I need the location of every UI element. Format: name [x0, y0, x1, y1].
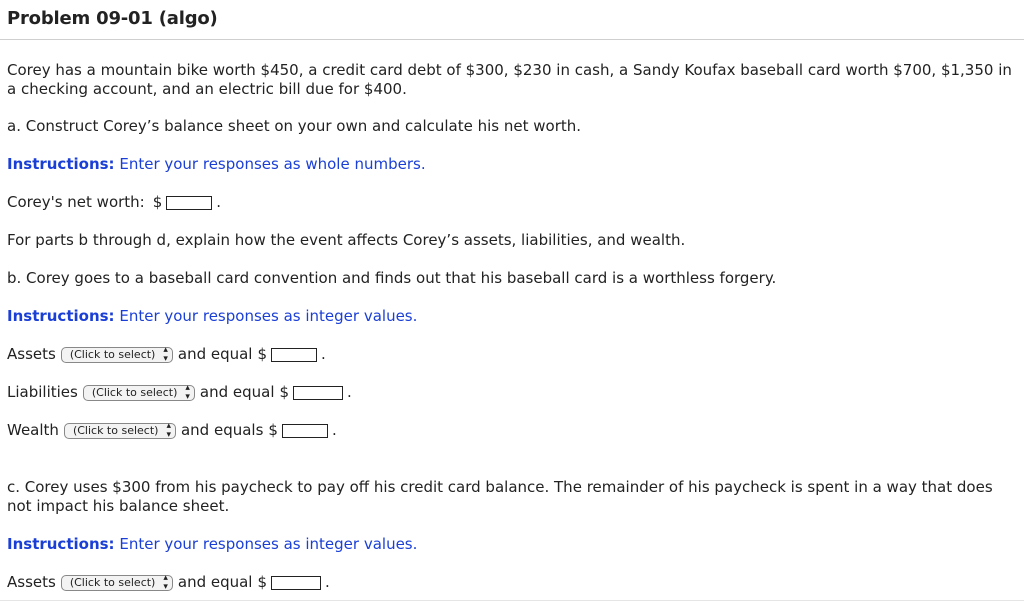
c-assets-select[interactable] — [61, 572, 173, 592]
and-equal-text: and equal — [199, 383, 275, 401]
instructions-text: Enter your responses as whole numbers. — [119, 155, 426, 173]
net-worth-row — [7, 193, 221, 212]
and-equal-text: and equal — [177, 573, 253, 591]
part-b-text: b. Corey goes to a baseball card convention and finds out that his baseball card is a worthless forgery. — [7, 269, 777, 287]
instructions-text: Enter your responses as integer values. — [119, 535, 418, 553]
b-liabilities-select[interactable] — [83, 382, 195, 402]
select-value: (Click to select) — [69, 576, 156, 589]
period: . — [321, 345, 326, 363]
c-assets-row — [7, 573, 330, 592]
b-assets-select[interactable] — [61, 344, 173, 364]
instructions-b — [7, 307, 417, 326]
select-arrows-icon: ▴ ▾ — [166, 420, 171, 440]
wealth-label: Wealth — [7, 421, 59, 439]
instructions-a — [7, 155, 426, 174]
and-equal-text: and equal — [177, 345, 253, 363]
b-assets-input[interactable] — [271, 348, 317, 362]
part-a-text: a. Construct Corey’s balance sheet on your own and calculate his net worth. — [7, 117, 582, 135]
b-liabilities-input[interactable] — [293, 386, 343, 400]
dollar-sign: $ — [257, 345, 268, 363]
b-liabilities-row — [7, 383, 352, 402]
instructions-label: Instructions: — [7, 307, 115, 325]
dollar-sign: $ — [268, 421, 278, 439]
liabilities-label: Liabilities — [7, 383, 78, 401]
select-value: (Click to select) — [91, 386, 178, 399]
select-value: (Click to select) — [69, 348, 156, 361]
b-wealth-row — [7, 421, 337, 440]
net-worth-label: Corey's net worth: — [7, 193, 145, 211]
and-equals-text: and equals — [180, 421, 264, 439]
assets-label: Assets — [7, 573, 56, 591]
dollar-sign: $ — [257, 573, 268, 591]
period: . — [347, 383, 352, 401]
instructions-c — [7, 535, 417, 554]
period: . — [216, 193, 222, 211]
select-arrows-icon: ▴ ▾ — [185, 382, 190, 402]
page-title: Problem 09-01 (algo) — [7, 8, 218, 29]
net-worth-input[interactable] — [166, 196, 212, 210]
assets-label: Assets — [7, 345, 56, 363]
b-wealth-input[interactable] — [282, 424, 328, 438]
part-c-text: c. Corey uses $300 from his paycheck to pay off his credit card balance. The remainder of his paycheck is spent in a way that does not impact his balance sheet. — [7, 478, 993, 515]
select-arrows-icon: ▴ ▾ — [163, 572, 168, 592]
period: . — [325, 573, 330, 591]
problem-intro: Corey has a mountain bike worth $450, a credit card debt of $300, $230 in cash, a Sandy Koufax baseball card worth $700, $1,350 in a checking account, and an electric bill due for $400. — [7, 61, 1012, 98]
select-arrows-icon: ▴ ▾ — [163, 344, 168, 364]
dollar-sign: $ — [279, 383, 290, 401]
period: . — [331, 421, 337, 439]
divider — [0, 39, 1024, 40]
parts-bd-text: For parts b through d, explain how the event affects Corey’s assets, liabilities, and wealth. — [7, 231, 686, 249]
dollar-sign: $ — [152, 193, 163, 211]
select-value: (Click to select) — [72, 424, 159, 437]
c-assets-input[interactable] — [271, 576, 321, 590]
instructions-label: Instructions: — [7, 155, 115, 173]
b-assets-row — [7, 345, 326, 364]
b-wealth-select[interactable] — [64, 420, 176, 440]
instructions-text: Enter your responses as integer values. — [119, 307, 418, 325]
instructions-label: Instructions: — [7, 535, 115, 553]
